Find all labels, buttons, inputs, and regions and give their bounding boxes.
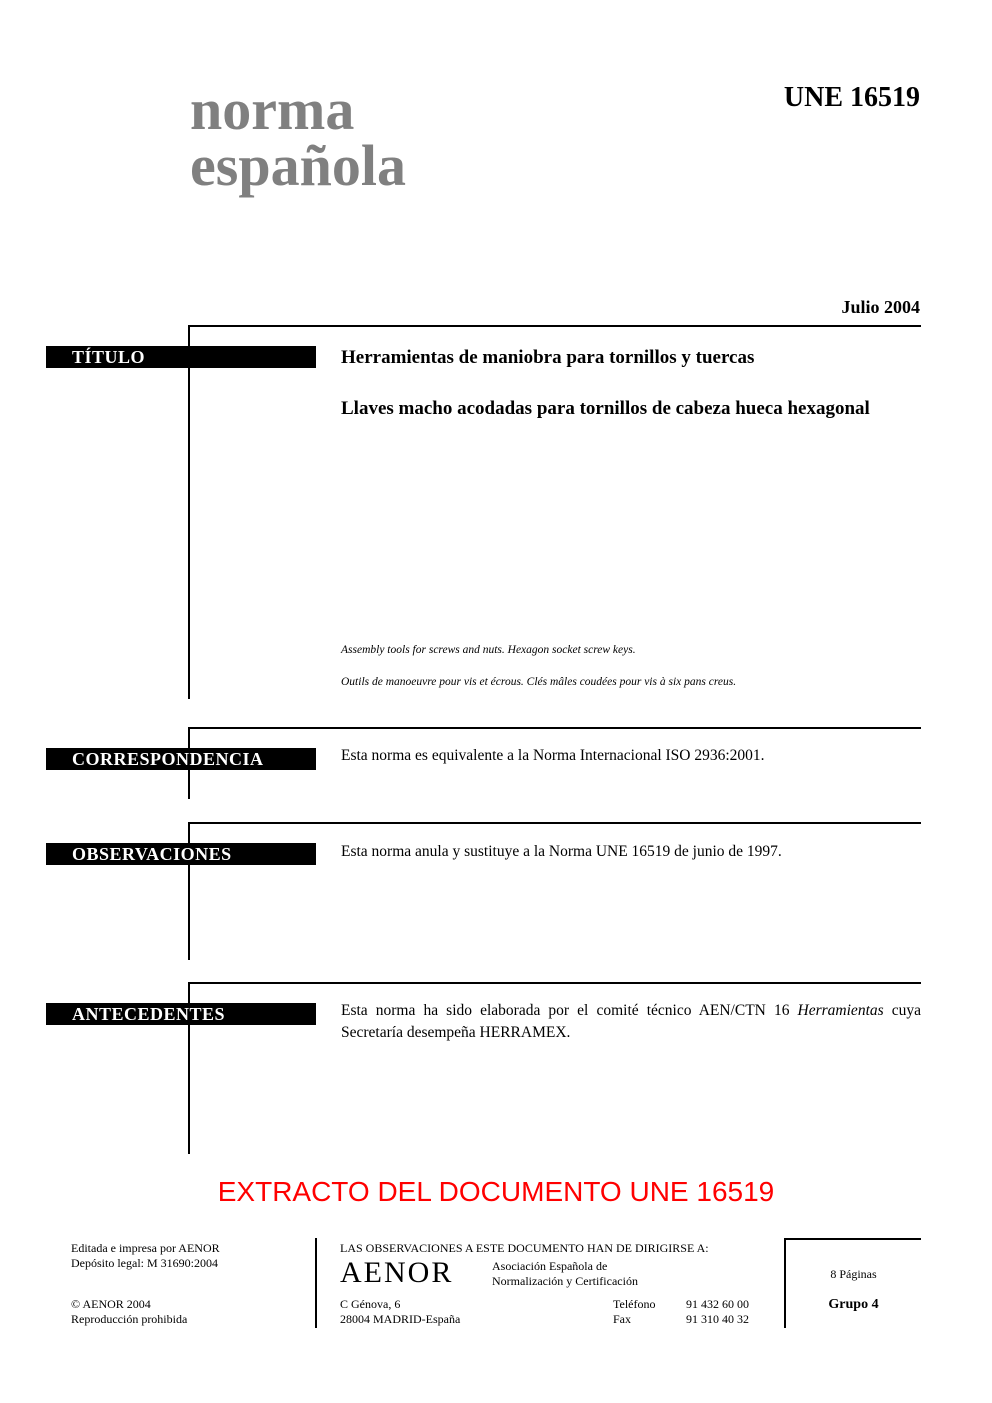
title-english: Assembly tools for screws and nuts. Hexagon socket screw keys.: [341, 644, 636, 656]
address-line-2: 28004 MADRID-España: [340, 1312, 461, 1326]
antecedentes-text-after: cuya Secretaría desempeña HERRAMEX.: [341, 1002, 922, 1041]
brand-line-2: española: [190, 133, 406, 198]
fax-value: 91 310 40 32: [686, 1312, 749, 1326]
footer-publisher: [71, 1241, 220, 1271]
section-label-observaciones: OBSERVACIONES: [46, 843, 316, 865]
antecedentes-text-before: Esta norma ha sido elaborada por el comité técnico AEN/CTN 16: [341, 1002, 798, 1019]
copyright: © AENOR 2004: [71, 1297, 151, 1311]
title-es-line-2: Llaves macho acodadas para tornillos de cabeza hueca hexagonal: [341, 398, 870, 419]
fax-label: Fax: [613, 1312, 631, 1326]
aenor-organization: [492, 1259, 638, 1289]
divider-antecedentes: [188, 982, 921, 984]
publication-date: Julio 2004: [841, 297, 920, 317]
extract-watermark: EXTRACTO DEL DOCUMENTO UNE 16519: [217, 1176, 775, 1207]
brand-line-1: norma: [190, 77, 355, 142]
antecedentes-text-italic: Herramientas: [797, 1002, 884, 1019]
phone-value: 91 432 60 00: [686, 1297, 749, 1311]
org-line-2: Normalización y Certificación: [492, 1274, 638, 1288]
aenor-address: [340, 1297, 460, 1327]
divider-correspondencia: [188, 727, 921, 729]
reproduction-notice: Reproducción prohibida: [71, 1312, 188, 1326]
section-label-antecedentes: ANTECEDENTES: [46, 1003, 316, 1025]
title-french: Outils de manoeuvre pour vis et écrous. Clés mâles coudées pour vis à six pans creus.: [341, 676, 737, 688]
divider-observaciones: [188, 822, 921, 824]
standard-number: UNE 16519: [783, 82, 920, 113]
divider-titulo: [188, 325, 921, 327]
legal-deposit: Depósito legal: M 31690:2004: [71, 1256, 218, 1270]
contact-labels: [613, 1297, 655, 1327]
correspondencia-text: Esta norma es equivalente a la Norma Internacional ISO 2936:2001.: [341, 747, 765, 764]
aenor-logo: AENOR: [340, 1256, 454, 1289]
price-group: Grupo 4: [828, 1297, 879, 1312]
observations-heading: LAS OBSERVACIONES A ESTE DOCUMENTO HAN DE DIRIGIRSE A:: [340, 1241, 709, 1255]
pages-box-left: [784, 1238, 786, 1328]
footer-copyright: [71, 1297, 187, 1327]
page-count: 8 Páginas: [830, 1267, 877, 1281]
org-line-1: Asociación Española de: [492, 1259, 608, 1273]
pages-box-top: [784, 1238, 921, 1240]
brand-title: [190, 77, 406, 198]
phone-label: Teléfono: [613, 1297, 656, 1311]
vertical-rule-titulo: [188, 325, 190, 699]
footer-divider-left: [315, 1238, 317, 1328]
observaciones-text: Esta norma anula y sustituye a la Norma UNE 16519 de junio de 1997.: [341, 843, 782, 860]
edited-by: Editada e impresa por AENOR: [71, 1241, 220, 1255]
section-label-titulo: TÍTULO: [46, 346, 316, 368]
section-label-correspondencia: CORRESPONDENCIA: [46, 748, 316, 770]
contact-values: [686, 1297, 749, 1327]
title-es-line-1: Herramientas de maniobra para tornillos y tuercas: [341, 347, 755, 368]
address-line-1: C Génova, 6: [340, 1297, 401, 1311]
antecedentes-text: [341, 1000, 921, 1044]
